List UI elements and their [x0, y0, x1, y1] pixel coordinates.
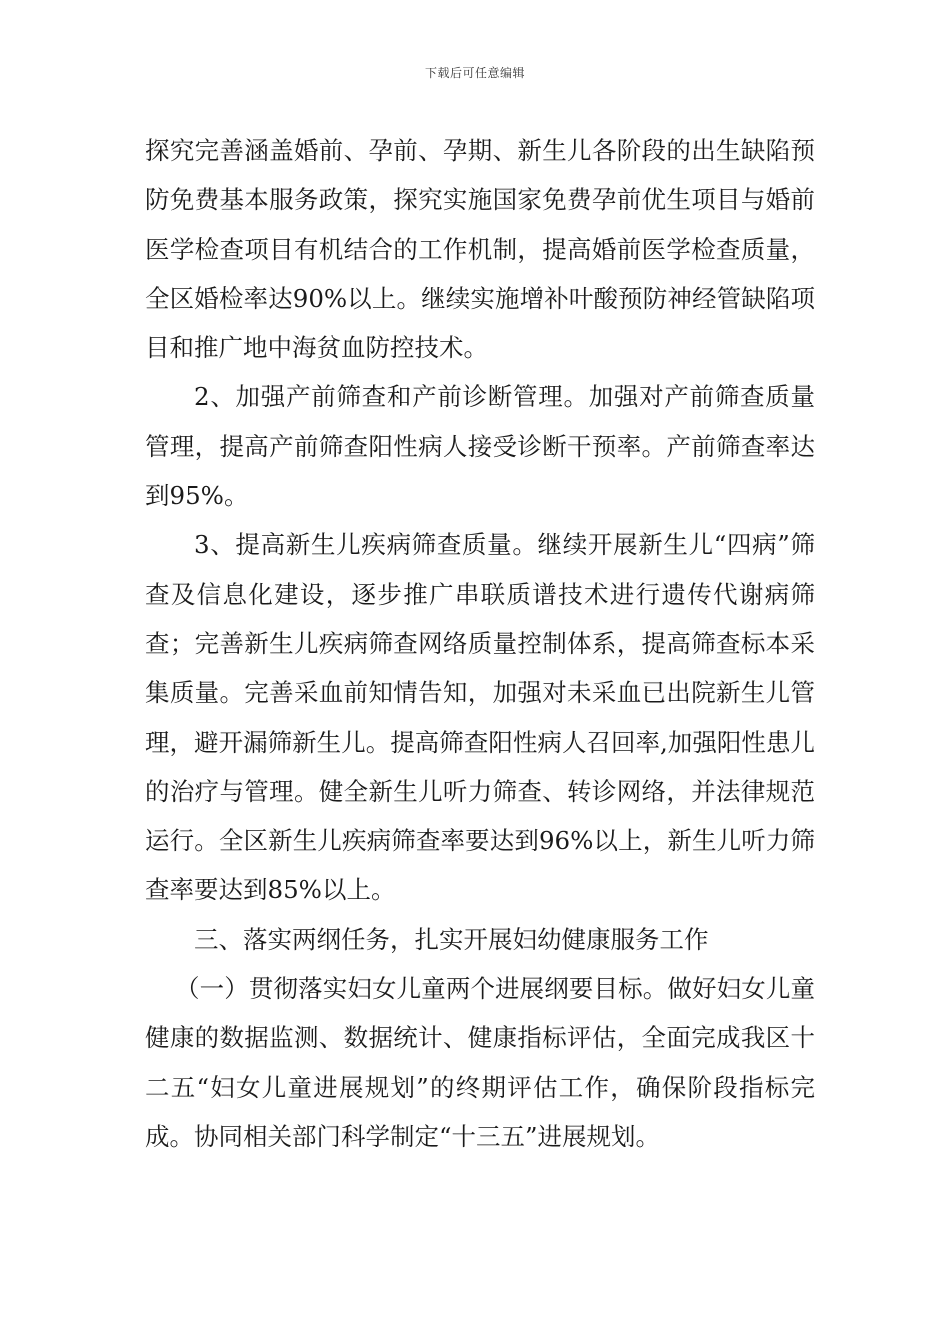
paragraph-birth-defect-prevention: 探究完善涵盖婚前、孕前、孕期、新生儿各阶段的出生缺陷预防免费基本服务政策，探究实施国家免费孕前优生项目与婚前医学检查项目有机结合的工作机制，提高婚前医学检查质量，全区婚检率达90%以上。继续实施增补叶酸预防神经管缺陷项目和推广地中海贫血防控技术。: [145, 136, 815, 363]
paragraph-newborn-screening: 3、提高新生儿疾病筛查质量。继续开展新生儿“四病”筛查及信息化建设，逐步推广串联质谱技术进行遗传代谢病筛查；完善新生儿疾病筛查网络质量控制体系，提高筛查标本采集质量。完善采血前知情告知，加强对未采血已出院新生儿管理，避开漏筛新生儿。提高筛查阳性病人召回率,加强阳性患儿的治疗与管理。健全新生儿听力筛查、转诊网络，并法律规范运行。全区新生儿疾病筛查率要达到96%以上，新生儿听力筛查率要达到85%以上。: [145, 530, 815, 905]
paragraph-development-goals: （一）贯彻落实妇女儿童两个进展纲要目标。做好妇女儿童健康的数据监测、数据统计、健康指标评估，全面完成我区十二五“妇女儿童进展规划”的终期评估工作，确保阶段指标完成。协同相关部门科学制定“十三五”进展规划。: [145, 974, 815, 1151]
paragraph-prenatal-screening: 2、加强产前筛查和产前诊断管理。加强对产前筛查质量管理，提高产前筛查阳性病人接受诊断干预率。产前筛查率达到95%。: [145, 382, 815, 511]
page-header: 下载后可任意编辑: [424, 66, 525, 80]
section-heading-three: 三、落实两纲任务，扎实开展妇幼健康服务工作: [194, 924, 709, 954]
document-body: [145, 126, 815, 1161]
